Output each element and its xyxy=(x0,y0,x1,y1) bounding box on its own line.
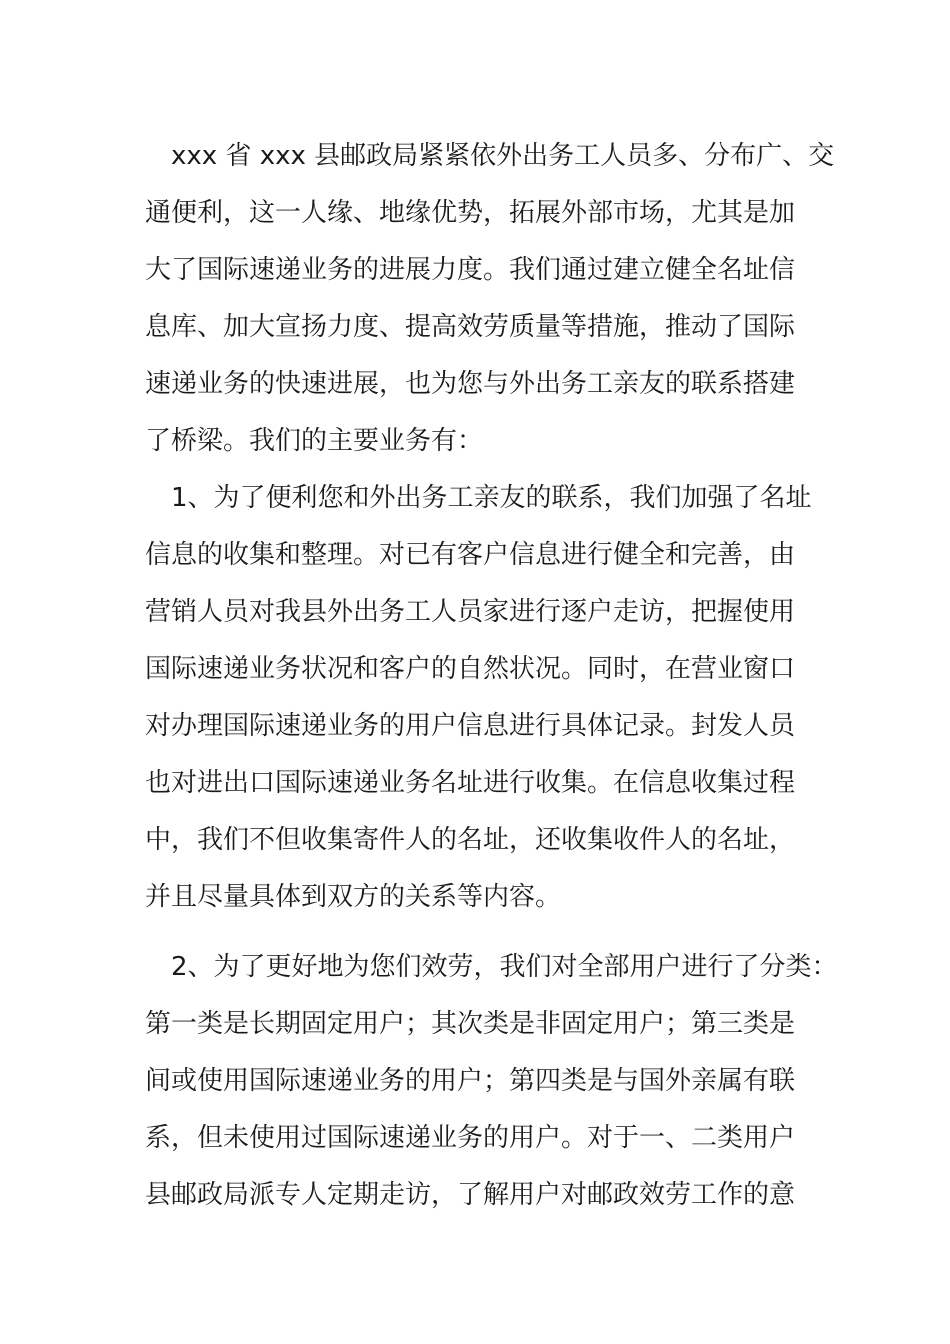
paragraph-line: 国际速递业务状况和客户的自然状况。同时，在营业窗口 xyxy=(145,654,796,684)
paragraph-line: 息库、加大宣扬力度、提高效劳质量等措施，推动了国际 xyxy=(145,312,796,342)
paragraph-line: 1、为了便利您和外出务工亲友的联系，我们加强了名址 xyxy=(171,483,812,513)
paragraph-line: 速递业务的快速进展，也为您与外出务工亲友的联系搭建 xyxy=(145,369,796,399)
paragraph-3 xyxy=(145,939,838,1224)
paragraph-line: xxx 省 xxx 县邮政局紧紧依外出务工人员多、分布广、交 xyxy=(171,141,835,171)
paragraph-line: 营销人员对我县外出务工人员家进行逐户走访，把握使用 xyxy=(145,597,796,627)
paragraph-line: 大了国际速递业务的进展力度。我们通过建立健全名址信 xyxy=(145,255,796,285)
paragraph-line: 对办理国际速递业务的用户信息进行具体记录。封发人员 xyxy=(145,711,796,741)
paragraph-line: 县邮政局派专人定期走访，了解用户对邮政效劳工作的意 xyxy=(145,1180,796,1210)
document-body xyxy=(145,128,838,1224)
paragraph-line: 系，但未使用过国际速递业务的用户。对于一、二类用户 xyxy=(145,1123,796,1153)
paragraph-line: 第一类是长期固定用户；其次类是非固定用户；第三类是 xyxy=(145,1009,796,1039)
paragraph-line: 了桥梁。我们的主要业务有： xyxy=(145,426,484,456)
paragraph-line: 通便利，这一人缘、地缘优势，拓展外部市场，尤其是加 xyxy=(145,198,796,228)
paragraph-line: 并且尽量具体到双方的关系等内容。 xyxy=(145,882,562,912)
paragraph-2 xyxy=(145,470,825,926)
paragraph-line: 2、为了更好地为您们效劳，我们对全部用户进行了分类： xyxy=(171,952,838,982)
paragraph-line: 也对进出口国际速递业务名址进行收集。在信息收集过程 xyxy=(145,768,796,798)
paragraph-line: 信息的收集和整理。对已有客户信息进行健全和完善，由 xyxy=(145,540,796,570)
paragraph-line: 间或使用国际速递业务的用户；第四类是与国外亲属有联 xyxy=(145,1066,796,1096)
paragraph-line: 中，我们不但收集寄件人的名址，还收集收件人的名址， xyxy=(145,825,796,855)
paragraph-1 xyxy=(145,128,835,470)
paragraph-spacer xyxy=(145,926,825,939)
